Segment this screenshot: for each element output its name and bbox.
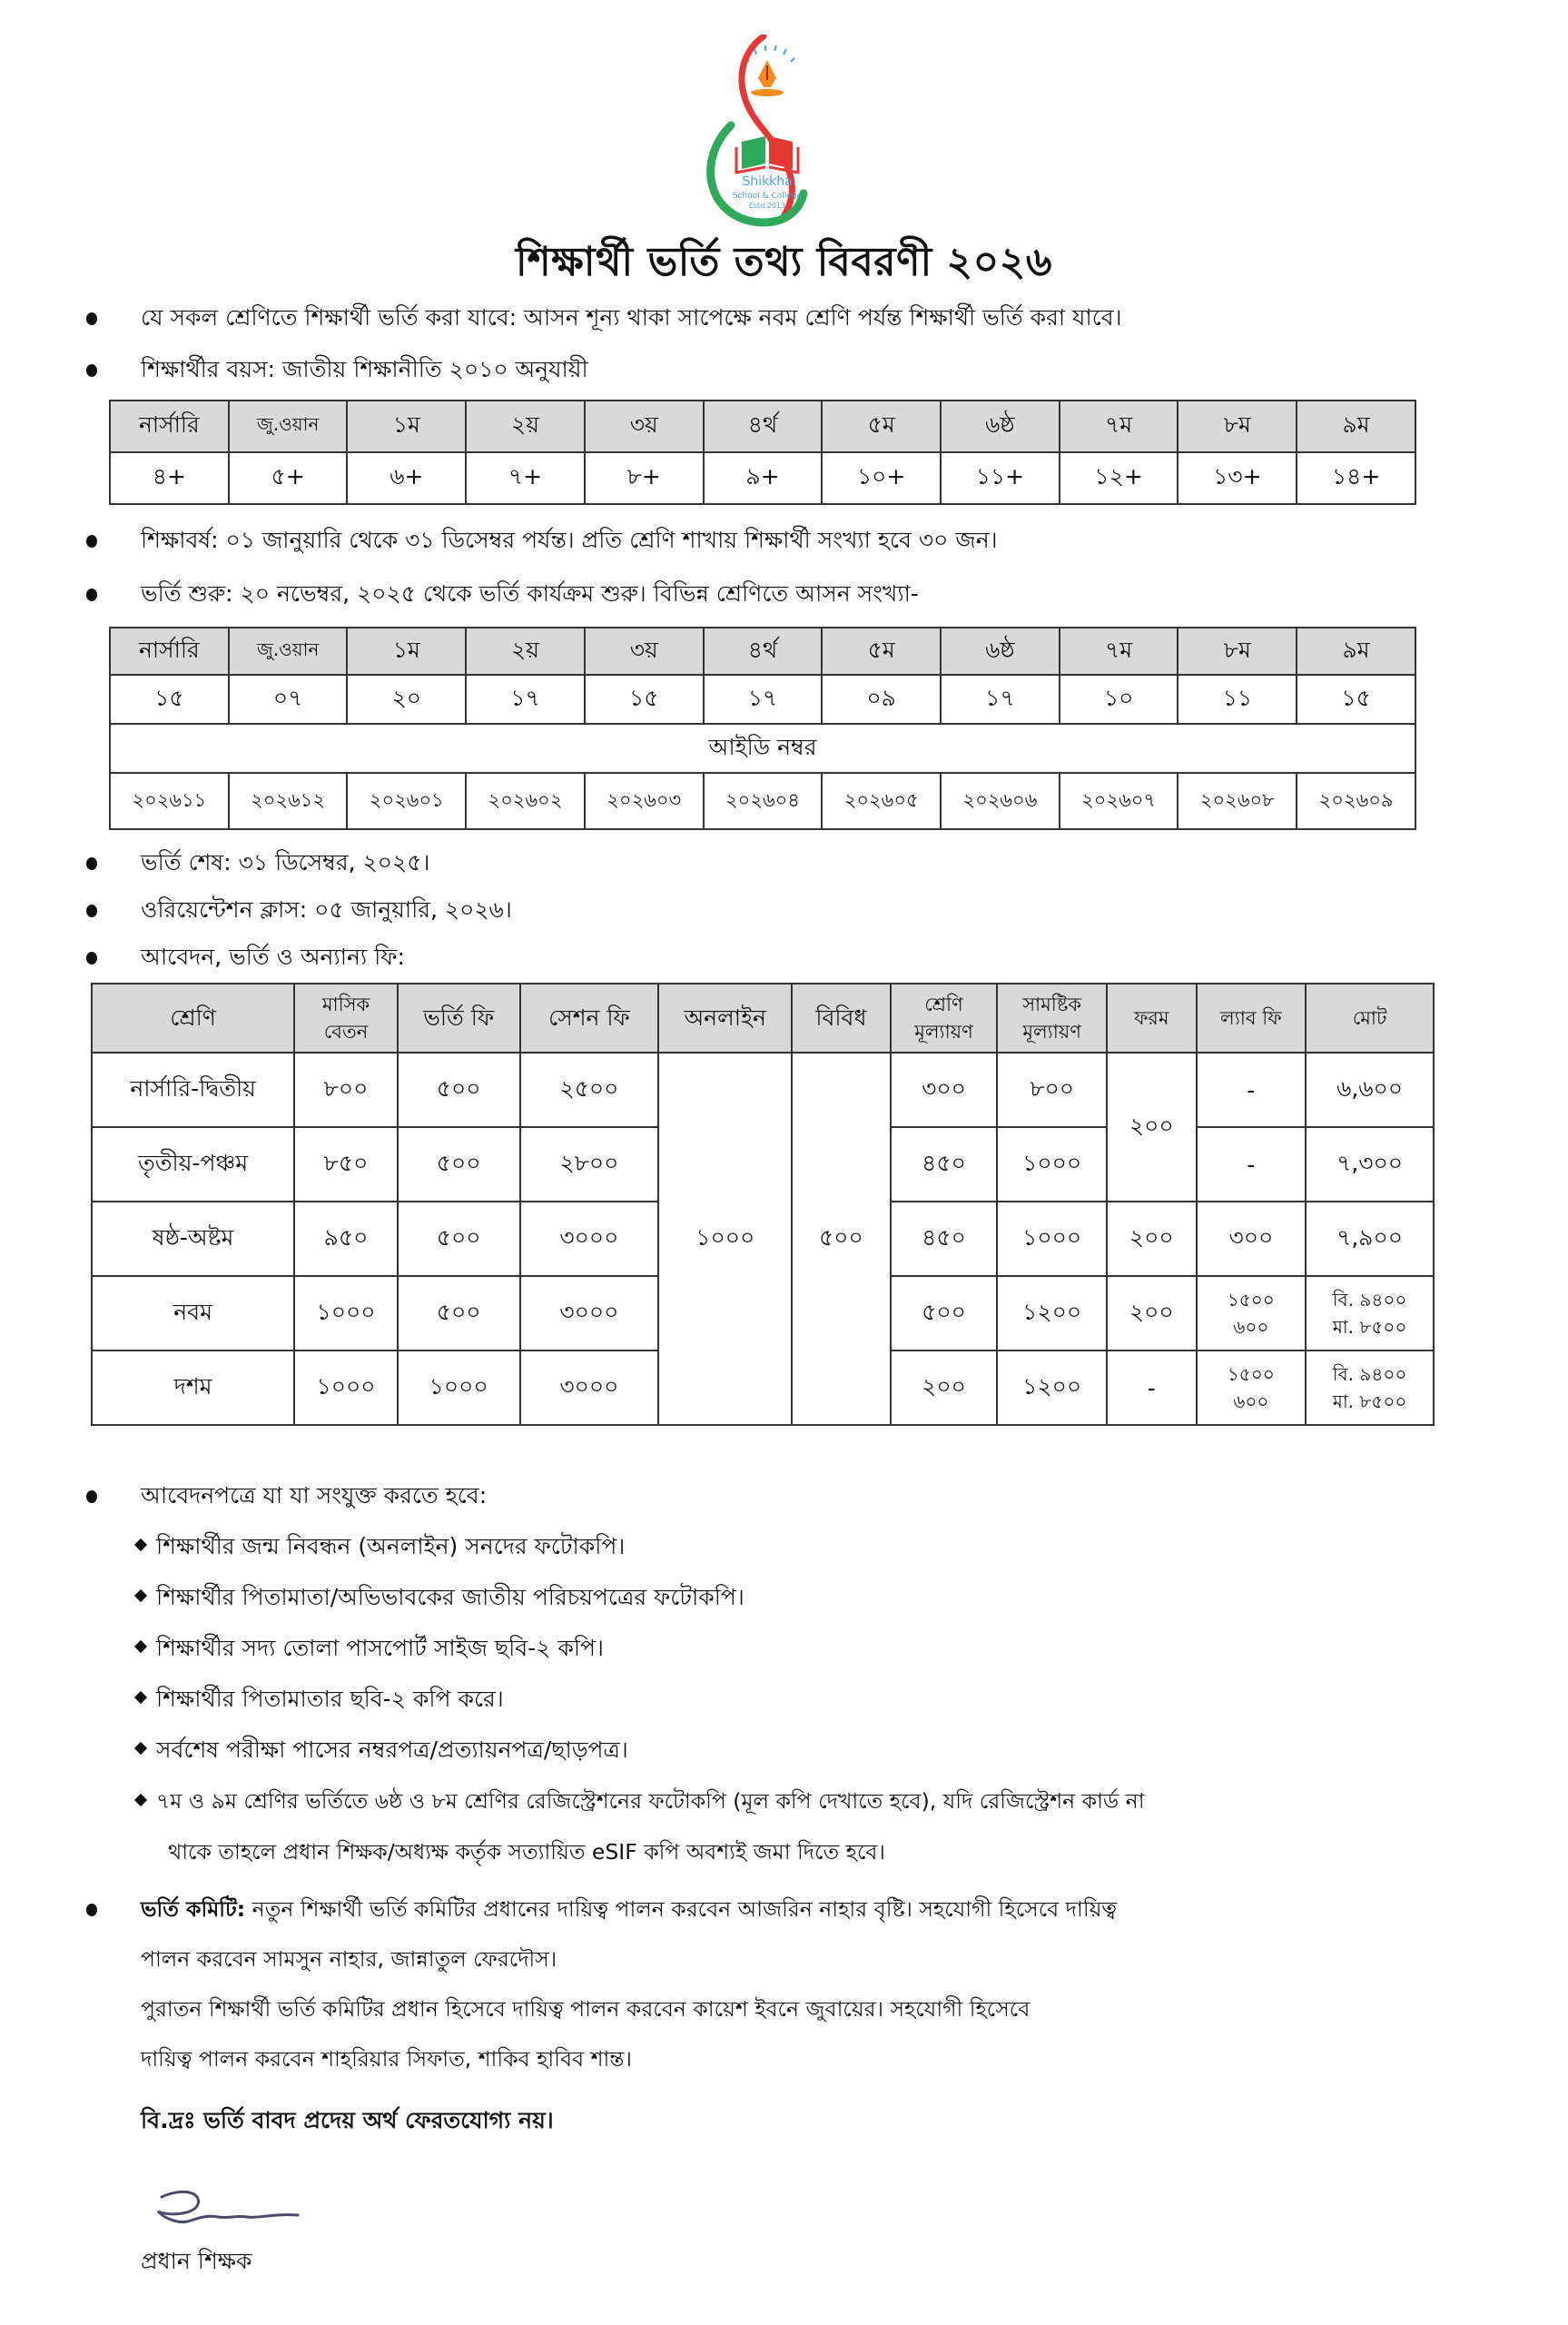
fee-session: ৩০০০ (520, 1276, 659, 1350)
fee-header-summative (997, 984, 1107, 1053)
fee-header-monthly-line1: মাসিক (321, 994, 370, 1015)
fee-admission: ৫০০ (398, 1276, 520, 1350)
class-header: ৮ম (1178, 401, 1297, 452)
logo-established: Estd 2013 (748, 202, 786, 210)
fee-total (1306, 1350, 1434, 1425)
fee-lab-line1: ১৫০০ (1227, 1289, 1275, 1311)
academic-year-text: শিক্ষাবর্ষ: ০১ জানুয়ারি থেকে ৩১ ডিসেম্বর পর্যন্ত। প্রতি শ্রেণি শাখায় শিক্ষার্থী সংখ্যা হবে ৩০ জন। (141, 527, 998, 553)
committee-text (141, 1894, 1117, 1924)
fee-total: ৭,৯০০ (1306, 1202, 1434, 1276)
fee-summative: ১২০০ (997, 1276, 1107, 1350)
fee-misc-shared: ৫০০ (792, 1053, 891, 1425)
class-header: ১ম (347, 628, 466, 675)
class-header: ৩য় (585, 628, 704, 675)
seat-cell: ১৭ (466, 675, 585, 724)
class-header: ২য় (466, 401, 585, 452)
fee-session: ৩০০০ (520, 1202, 659, 1276)
signatory-title: প্রধান শিক্ষক (141, 2248, 252, 2274)
document-item (136, 1633, 604, 1664)
bullet-dot-icon (86, 905, 97, 917)
class-header: ৯ম (1297, 628, 1415, 675)
age-cell: ১৩+ (1178, 452, 1297, 504)
fee-header-session: সেশন ফি (520, 984, 659, 1053)
fee-total-line1: বি. ৯৪০০ (1332, 1289, 1407, 1311)
class-header: ৪র্থ (704, 628, 823, 675)
fee-header-class-eval-line2: মূল্যায়ণ (914, 1021, 973, 1043)
fee-online-shared: ১০০০ (658, 1053, 792, 1425)
id-cell: ২০২৬০৩ (585, 773, 704, 829)
page-title: শিক্ষার্থী ভর্তি তথ্য বিবরণী ২০২৬ (516, 239, 1052, 285)
seat-cell: ১৫ (1297, 675, 1415, 724)
age-cell: ৫+ (229, 452, 348, 504)
fee-lab (1197, 1276, 1307, 1350)
document-item-text: শিক্ষার্থীর পিতামাতার ছবি-২ কপি করে। (156, 1686, 504, 1712)
fee-total: ৬,৬০০ (1306, 1053, 1434, 1127)
seat-cell: ১৫ (585, 675, 704, 724)
fee-header-summative-line2: মূল্যায়ণ (1022, 1021, 1081, 1043)
fee-header-class: শ্রেণি (92, 984, 294, 1053)
fee-header-class-eval (891, 984, 998, 1053)
seat-cell: ১০ (1060, 675, 1178, 724)
class-header: ৯ম (1297, 401, 1415, 452)
fee-lab: - (1197, 1127, 1307, 1202)
seat-cell: ০৯ (822, 675, 941, 724)
document-item-text: সর্বশেষ পরীক্ষা পাসের নম্বরপত্র/প্রত্যায়নপত্র/ছাড়পত্র। (156, 1736, 628, 1763)
fee-lab-line1: ১৫০০ (1227, 1363, 1275, 1385)
class-header: জু.ওয়ান (229, 401, 348, 452)
class-header: নার্সারি (110, 401, 229, 452)
seat-cell: ১৫ (110, 675, 229, 724)
fee-summative: ১২০০ (997, 1350, 1107, 1425)
age-cell: ১২+ (1060, 452, 1178, 504)
fee-form: ২০০ (1107, 1202, 1197, 1276)
seat-cell: ১১ (1178, 675, 1297, 724)
age-cell: ৮+ (585, 452, 704, 504)
committee-label: ভর্তি কমিটি: (141, 1896, 246, 1922)
committee-line3: পুরাতন শিক্ষার্থী ভর্তি কমিটির প্রধান হিসেবে দায়িত্ব পালন করবেন কায়েশ ইবনে জুবায়ের। সহযোগী হিসেবে (141, 1996, 1031, 2022)
age-cell: ৪+ (110, 452, 229, 504)
signature-icon (145, 2184, 309, 2239)
class-header: ৭ম (1060, 401, 1178, 452)
age-text: শিক্ষার্থীর বয়স: জাতীয় শিক্ষানীতি ২০১০ অনুযায়ী (141, 356, 588, 382)
fee-session: ২৫০০ (520, 1053, 659, 1127)
fee-summative: ১০০০ (997, 1127, 1107, 1202)
age-cell: ৭+ (466, 452, 585, 504)
documents-text: আবেদনপত্রে যা যা সংযুক্ত করতে হবে: (141, 1482, 488, 1509)
fee-admission: ৫০০ (398, 1053, 520, 1127)
fee-header-total: মোট (1306, 984, 1434, 1053)
id-label: আইডি নম্বর (110, 724, 1415, 773)
id-cell: ২০২৬০৬ (941, 773, 1060, 829)
class-header: ১ম (347, 401, 466, 452)
fee-class: দশম (92, 1350, 294, 1425)
seat-cell: ১৭ (941, 675, 1060, 724)
bullet-dot-icon (86, 589, 97, 601)
class-header: ২য় (466, 628, 585, 675)
fee-header-monthly-line2: বেতন (323, 1021, 369, 1043)
bullet-dot-icon (86, 1490, 97, 1503)
id-cell: ২০২৬০৭ (1060, 773, 1178, 829)
document-item (136, 1735, 628, 1766)
fee-admission: ৫০০ (398, 1202, 520, 1276)
fee-lab: ৩০০ (1197, 1202, 1307, 1276)
fee-total (1306, 1276, 1434, 1350)
fee-class: তৃতীয়-পঞ্চম (92, 1127, 294, 1202)
fee-summative: ১০০০ (997, 1202, 1107, 1276)
fee-lab-line2: ৬০০ (1233, 1390, 1269, 1412)
fee-header-monthly (294, 984, 398, 1053)
logo-name: Shikkha (742, 174, 793, 189)
id-cell: ২০২৬০৪ (704, 773, 823, 829)
bullet-dot-icon (86, 312, 97, 325)
fee-class-eval: ৩০০ (891, 1053, 998, 1127)
fee-session: ২৮০০ (520, 1127, 659, 1202)
document-item (136, 1684, 504, 1715)
diamond-bullet-icon (134, 1691, 147, 1704)
id-cell: ২০২৬০২ (466, 773, 585, 829)
eligibility-text: যে সকল শ্রেণিতে শিক্ষার্থী ভর্তি করা যাবে: আসন শূন্য থাকা সাপেক্ষে নবম শ্রেণি পর্যন্ত শিক্ষার্থী ভর্তি করা যাবে। (141, 304, 1122, 331)
fee-lab: - (1197, 1053, 1307, 1127)
fee-header-form: ফরম (1107, 984, 1197, 1053)
fee-lab (1197, 1350, 1307, 1425)
fee-header-summative-line1: সামষ্টিক (1022, 994, 1082, 1015)
bullet-dot-icon (86, 952, 97, 965)
diamond-bullet-icon (134, 1589, 147, 1602)
document-item (136, 1531, 625, 1562)
age-cell: ১১+ (941, 452, 1060, 504)
ids-row (110, 773, 1415, 829)
age-table-row (110, 452, 1415, 504)
fee-class-eval: ৫০০ (891, 1276, 998, 1350)
class-header: ৮ম (1178, 628, 1297, 675)
document-item (136, 1786, 1145, 1816)
fee-total-line1: বি. ৯৪০০ (1332, 1363, 1407, 1385)
orientation-text: ওরিয়েন্টেশন ক্লাস: ০৫ জানুয়ারি, ২০২৬। (141, 896, 512, 923)
bullet-dot-icon (86, 857, 97, 870)
diamond-bullet-icon (134, 1538, 147, 1551)
id-cell: ২০২৬০৯ (1297, 773, 1415, 829)
fee-class: ষষ্ঠ-অষ্টম (92, 1202, 294, 1276)
fee-header-lab: ল্যাব ফি (1197, 984, 1307, 1053)
fee-header-online: অনলাইন (658, 984, 792, 1053)
fees-text: আবেদন, ভর্তি ও অন্যান্য ফি: (141, 944, 405, 970)
seat-cell: ০৭ (229, 675, 348, 724)
fee-class: নার্সারি-দ্বিতীয় (92, 1053, 294, 1127)
fee-class-eval: ২০০ (891, 1350, 998, 1425)
document-item-text: ৭ম ও ৯ম শ্রেণির ভর্তিতে ৬ষ্ঠ ও ৮ম শ্রেণির রেজিস্ট্রেশনের ফটোকপি (মূল কপি দেখাতে হবে), যদি রেজিস্ট্রেশন কার্ড না (156, 1788, 1145, 1814)
fee-row (92, 1053, 1434, 1127)
fee-monthly: ৮০০ (294, 1053, 398, 1127)
seats-row (110, 675, 1415, 724)
fee-form-shared: ২০০ (1107, 1053, 1197, 1202)
bullet-dot-icon (86, 1904, 97, 1916)
id-cell: ২০২৬০৮ (1178, 773, 1297, 829)
fee-form: ২০০ (1107, 1276, 1197, 1350)
age-cell: ১০+ (822, 452, 941, 504)
committee-line2: পালন করবেন সামসুন নাহার, জান্নাতুল ফেরদৌস। (141, 1946, 557, 1972)
age-cell: ৬+ (347, 452, 466, 504)
admission-start-text: ভর্তি শুরু: ২০ নভেম্বর, ২০২৫ থেকে ভর্তি কার্যক্রম শুরু। বিভিন্ন শ্রেণিতে আসন সংখ্যা- (141, 580, 919, 607)
fee-admission: ৫০০ (398, 1127, 520, 1202)
fee-summative: ৮০০ (997, 1053, 1107, 1127)
document-item-text: শিক্ষার্থীর পিতামাতা/অভিভাবকের জাতীয় পরিচয়পত্রের ফটোকপি। (156, 1584, 745, 1610)
class-header: ৪র্থ (704, 401, 823, 452)
fee-form: - (1107, 1350, 1197, 1425)
fee-header-misc: বিবিধ (792, 984, 891, 1053)
committee-line4: দায়িত্ব পালন করবেন শাহরিয়ার সিফাত, শাকিব হাবিব শান্ত। (141, 2046, 632, 2072)
age-cell: ১৪+ (1297, 452, 1415, 504)
id-cell: ২০২৬০১ (347, 773, 466, 829)
fee-class: নবম (92, 1276, 294, 1350)
fee-table-header-row (92, 984, 1434, 1053)
committee-line1: নতুন শিক্ষার্থী ভর্তি কমিটির প্রধানের দায়িত্ব পালন করবেন আজরিন নাহার বৃষ্টি। সহযোগী হিসেবে দায়িত্ব (251, 1896, 1118, 1922)
id-cell: ২০২৬১১ (110, 773, 229, 829)
fee-monthly: ৮৫০ (294, 1127, 398, 1202)
fee-table (91, 983, 1435, 1426)
document-item-continuation: থাকে তাহলে প্রধান শিক্ষক/অধ্যক্ষ কর্তৃক সত্যায়িত eSIF কপি অবশ্যই জমা দিতে হবে। (168, 1839, 885, 1865)
class-header: ৫ম (822, 628, 941, 675)
fee-session: ৩০০০ (520, 1350, 659, 1425)
fee-total-line2: মা. ৮৫০০ (1332, 1390, 1407, 1412)
document-item-text: শিক্ষার্থীর জন্ম নিবন্ধন (অনলাইন) সনদের ফটোকপি। (156, 1533, 626, 1559)
age-table-header-row (110, 401, 1415, 452)
fee-header-class-eval-line1: শ্রেণি (924, 994, 963, 1015)
fee-header-admission: ভর্তি ফি (398, 984, 520, 1053)
age-cell: ৯+ (704, 452, 823, 504)
seats-table (109, 627, 1416, 830)
fee-monthly: ১০০০ (294, 1276, 398, 1350)
logo-subtitle: School & College (732, 192, 803, 201)
id-label-row (110, 724, 1415, 773)
fee-class-eval: ৪৫০ (891, 1202, 998, 1276)
diamond-bullet-icon (134, 1793, 147, 1806)
bullet-dot-icon (86, 535, 97, 548)
seats-table-header-row (110, 628, 1415, 675)
class-header: ৬ষ্ঠ (941, 628, 1060, 675)
school-logo (676, 35, 858, 230)
age-table (109, 400, 1416, 505)
fee-lab-line2: ৬০০ (1233, 1316, 1269, 1338)
bullet-dot-icon (86, 364, 97, 377)
seat-cell: ১৭ (704, 675, 823, 724)
fee-monthly: ৯৫০ (294, 1202, 398, 1276)
class-header: ৬ষ্ঠ (941, 401, 1060, 452)
refund-note: বি.দ্রঃ ভর্তি বাবদ প্রদেয় অর্থ ফেরতযোগ্য নয়। (141, 2107, 554, 2133)
document-item-text: শিক্ষার্থীর সদ্য তোলা পাসপোর্ট সাইজ ছবি-২ কপি। (156, 1635, 604, 1661)
fee-total-line2: মা. ৮৫০০ (1332, 1316, 1407, 1338)
id-cell: ২০২৬০৫ (822, 773, 941, 829)
diamond-bullet-icon (134, 1640, 147, 1653)
class-header: ৫ম (822, 401, 941, 452)
class-header: ৩য় (585, 401, 704, 452)
seat-cell: ২০ (347, 675, 466, 724)
id-cell: ২০২৬১২ (229, 773, 348, 829)
class-header: জু.ওয়ান (229, 628, 348, 675)
logo-emblem-icon (676, 35, 858, 230)
fee-class-eval: ৪৫০ (891, 1127, 998, 1202)
fee-monthly: ১০০০ (294, 1350, 398, 1425)
class-header: ৭ম (1060, 628, 1178, 675)
diamond-bullet-icon (134, 1742, 147, 1755)
fee-total: ৭,৩০০ (1306, 1127, 1434, 1202)
fee-admission: ১০০০ (398, 1350, 520, 1425)
document-item (136, 1582, 745, 1613)
signature (145, 2184, 309, 2239)
class-header: নার্সারি (110, 628, 229, 675)
admission-end-text: ভর্তি শেষ: ৩১ ডিসেম্বর, ২০২৫। (141, 849, 430, 876)
